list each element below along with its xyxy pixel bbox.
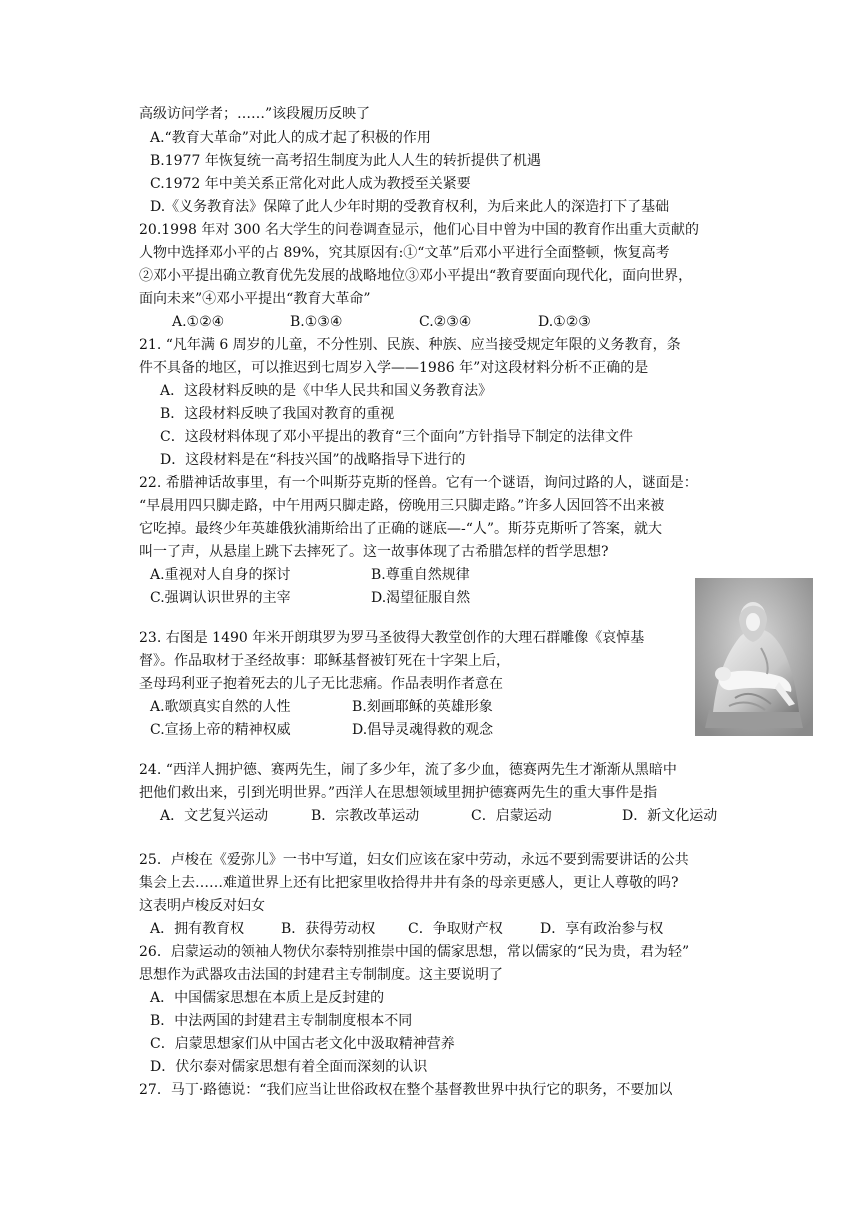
q21-option-d: D．这段材料是在“科技兴国”的战略指导下进行的 <box>160 452 466 468</box>
q25-option-b: B．获得劳动权 <box>281 921 376 937</box>
q22-option-d: D.渴望征服自然 <box>371 590 471 606</box>
q24-line-2: 把他们救出来，引到光明世界。”西洋人在思想领域里拥护德赛两先生的重大事件是指 <box>139 785 658 801</box>
q26-option-a: A．中国儒家思想在本质上是反封建的 <box>150 990 385 1006</box>
q20-line-4: 面向未来”④邓小平提出“教育大革命” <box>139 291 371 307</box>
q25-option-c: C．争取财产权 <box>408 921 503 937</box>
q23-option-c: C.宣扬上帝的精神权威 <box>150 722 291 738</box>
q24-option-a: A．文艺复兴运动 <box>160 808 269 824</box>
q20-line-2: 人物中选择邓小平的占 89%，究其原因有:①“文革”后邓小平进行全面整顿，恢复高考 <box>139 245 670 261</box>
q22-line-2: “早晨用四只脚走路，中午用两只脚走路，傍晚用三只脚走路。”许多人因回答不出来被 <box>139 498 665 514</box>
q24-line-1: 24. “西洋人拥护德、赛两先生，闹了多少年，流了多少血，德赛两先生才渐渐从黑暗中 <box>139 762 677 778</box>
q23-option-a: A.歌颂真实自然的人性 <box>150 699 291 715</box>
q21-line-2: 件不具备的地区，可以推迟到七周岁入学——1986 年”对这段材料分析不正确的是 <box>139 360 649 376</box>
q19-stem: 高级访问学者；……”该段履历反映了 <box>139 106 371 122</box>
q25-option-d: D．享有政治参与权 <box>540 921 664 937</box>
q19-option-c: C.1972 年中美关系正常化对此人成为教授至关紧要 <box>150 176 471 192</box>
q22-option-a: A.重视对人自身的探讨 <box>150 567 291 583</box>
q26-line-1: 26．启蒙运动的领袖人物伏尔泰特别推崇中国的儒家思想，常以儒家的“民为贵，君为轻” <box>139 944 690 960</box>
q26-option-d: D．伏尔泰对儒家思想有着全面而深刻的认识 <box>150 1059 428 1075</box>
q19-option-b: B.1977 年恢复统一高考招生制度为此人人生的转折提供了机遇 <box>150 153 541 169</box>
q19-option-a: A.“教育大革命”对此人的成才起了积极的作用 <box>150 130 431 146</box>
q21-line-1: 21. “凡年满 6 周岁的儿童，不分性别、民族、种族、应当接受规定年限的义务教育，条 <box>139 337 681 353</box>
q21-option-a: A．这段材料反映的是《中华人民共和国义务教育法》 <box>160 383 493 399</box>
q24-option-c: C．启蒙运动 <box>471 808 552 824</box>
pieta-sculpture-image <box>695 578 813 736</box>
q25-line-3: 这表明卢梭反对妇女 <box>139 898 265 914</box>
q20-line-1: 20.1998 年对 300 名大学生的问卷调查显示，他们心目中曾为中国的教育作出重大贡献的 <box>139 222 699 238</box>
q22-line-3: 它吃掉。最终少年英雄俄狄浦斯给出了正确的谜底—-“人”。斯芬克斯听了答案，就大 <box>139 521 663 537</box>
q23-line-2: 督》。作品取材于圣经故事：耶稣基督被钉死在十字架上后， <box>139 653 510 669</box>
q24-option-d: D．新文化运动 <box>622 808 718 824</box>
q23-line-1: 23. 右图是 1490 年米开朗琪罗为罗马圣彼得大教堂创作的大理石群雕像《哀悼基 <box>139 630 645 646</box>
q26-line-2: 思想作为武器攻击法国的封建君主专制制度。这主要说明了 <box>139 967 503 983</box>
q20-option-d: D.①②③ <box>538 314 591 330</box>
q20-line-3: ②邓小平提出确立教育优先发展的战略地位③邓小平提出“教育要面向现代化，面向世界， <box>139 268 693 284</box>
q26-option-b: B．中法两国的封建君主专制制度根本不同 <box>150 1013 413 1029</box>
q22-option-b: B.尊重自然规律 <box>371 567 470 583</box>
q23-option-d: D.倡导灵魂得救的观念 <box>352 722 494 738</box>
q23-option-b: B.刻画耶稣的英雄形象 <box>352 699 493 715</box>
q25-line-2: 集会上去……难道世界上还有比把家里收拾得井井有条的母亲更感人，更让人尊敬的吗? <box>139 875 679 891</box>
q20-option-b: B.①③④ <box>290 314 343 330</box>
q26-option-c: C．启蒙思想家们从中国古老文化中汲取精神营养 <box>150 1036 455 1052</box>
q25-option-a: A．拥有教育权 <box>150 921 245 937</box>
q19-option-d: D.《义务教育法》保障了此人少年时期的受教育权利，为后来此人的深造打下了基础 <box>150 199 670 215</box>
q23-line-3: 圣母玛利亚子抱着死去的儿子无比悲痛。作品表明作者意在 <box>139 676 503 692</box>
q22-option-c: C.强调认识世界的主宰 <box>150 590 291 606</box>
q25-line-1: 25．卢梭在《爱弥儿》一书中写道，妇女们应该在家中劳动，永远不要到需要讲话的公共 <box>139 852 689 868</box>
q22-line-1: 22. 希腊神话故事里，有一个叫斯芬克斯的怪兽。它有一个谜语，询问过路的人，谜面是： <box>139 475 698 491</box>
q20-option-a: A.①②④ <box>172 314 225 330</box>
q20-option-c: C.②③④ <box>419 314 472 330</box>
q22-line-4: 叫一了声，从悬崖上跳下去摔死了。这一故事体现了古希腊怎样的哲学思想? <box>139 544 609 560</box>
q21-option-c: C．这段材料体现了邓小平提出的教育“三个面向”方针指导下制定的法律文件 <box>160 429 634 445</box>
pieta-sculpture-icon <box>695 578 813 736</box>
q21-option-b: B．这段材料反映了我国对教育的重视 <box>160 406 395 422</box>
q27-line-1: 27．马丁·路德说：“我们应当让世俗政权在整个基督教世界中执行它的职务，不要加以 <box>139 1082 673 1098</box>
q24-option-b: B．宗教改革运动 <box>311 808 420 824</box>
